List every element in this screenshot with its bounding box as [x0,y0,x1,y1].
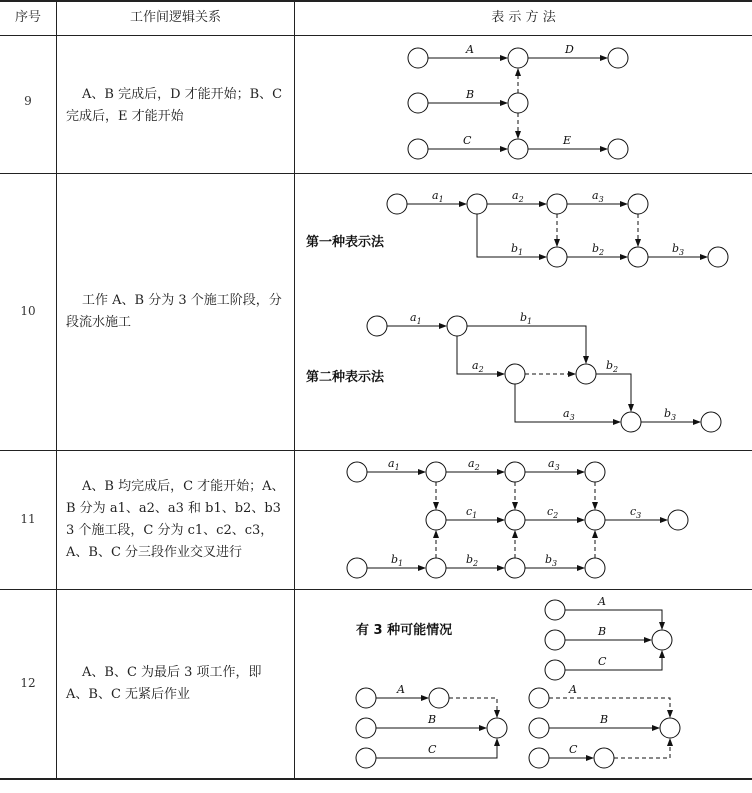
relation-text-10: 工作 A、B 分为 3 个施工阶段，分段流水施工 [66,293,282,330]
label-b1: $b_1$ [391,553,404,568]
label-a3: $a_3$ [563,407,575,422]
label-A: A [598,595,606,608]
header-method: 表 示 方 法 [491,10,556,25]
header-no: 序号 [14,10,41,25]
diagram-row-12-case-1 [545,600,672,680]
label-A: A [397,683,405,696]
label-c1: $c_1$ [466,505,478,520]
row-number-12: 12 [20,676,36,690]
label-a1: $a_1$ [410,311,422,326]
row-number-10: 10 [20,304,36,318]
diagram-row-10-method-1 [387,194,728,267]
label-A: A [569,683,577,696]
node [408,48,428,68]
label-E: E [563,134,572,147]
label-a2: $a_2$ [468,457,480,472]
label-a1: $a_1$ [432,189,444,204]
label-b3: $b_3$ [545,553,558,568]
label-b2: $b_2$ [592,242,605,257]
node [508,93,528,113]
label-b3: $b_3$ [672,242,685,257]
label-b2: $b_2$ [466,553,479,568]
label-c3: $c_3$ [630,505,642,520]
label-B: B [428,713,437,726]
label-B: B [598,625,607,638]
method-1-caption: 第一种表示法 [306,235,385,250]
node [608,48,628,68]
node [508,139,528,159]
node [408,139,428,159]
label-a2: $a_2$ [512,189,524,204]
diagram-row-12-case-2 [356,688,507,768]
label-C: C [428,743,437,756]
label-b2: $b_2$ [606,359,619,374]
label-C: C [598,655,607,668]
relation-text-9: A、B 完成后，D 才能开始；B、C 完成后，E 才能开始 [66,87,283,124]
label-A: A [466,43,474,56]
node [608,139,628,159]
node [408,93,428,113]
diagram-row-12-case-3 [529,688,680,768]
label-C: C [569,743,578,756]
label-C: C [463,134,472,147]
label-B: B [600,713,609,726]
label-b1: $b_1$ [511,242,524,257]
header-relation: 工作间逻辑关系 [129,10,221,25]
label-b1: $b_1$ [520,311,533,326]
row-12-caption: 有 3 种可能情况 [356,623,453,638]
label-a3: $a_3$ [592,189,604,204]
label-b3: $b_3$ [664,407,677,422]
node [508,48,528,68]
label-a3: $a_3$ [548,457,560,472]
diagram-row-9 [408,48,628,159]
method-2-caption: 第二种表示法 [306,370,385,385]
label-c2: $c_2$ [547,505,559,520]
relation-text-11: A、B 均完成后，C 才能开始；A、B 分为 a1、a2、a3 和 b1、b2、b3 3 个施工段，C 分为 c1、c2、c3，A、B、C 分三段作业交叉进行 [66,479,285,560]
relation-text-12: A、B、C 为最后 3 项工作，即 A、B、C 无紧后作业 [66,665,262,702]
row-number-11: 11 [20,512,36,526]
label-D: D [565,43,574,56]
label-a1: $a_1$ [388,457,400,472]
label-B: B [466,88,475,101]
label-a2: $a_2$ [472,359,484,374]
row-number-9: 9 [24,94,32,108]
